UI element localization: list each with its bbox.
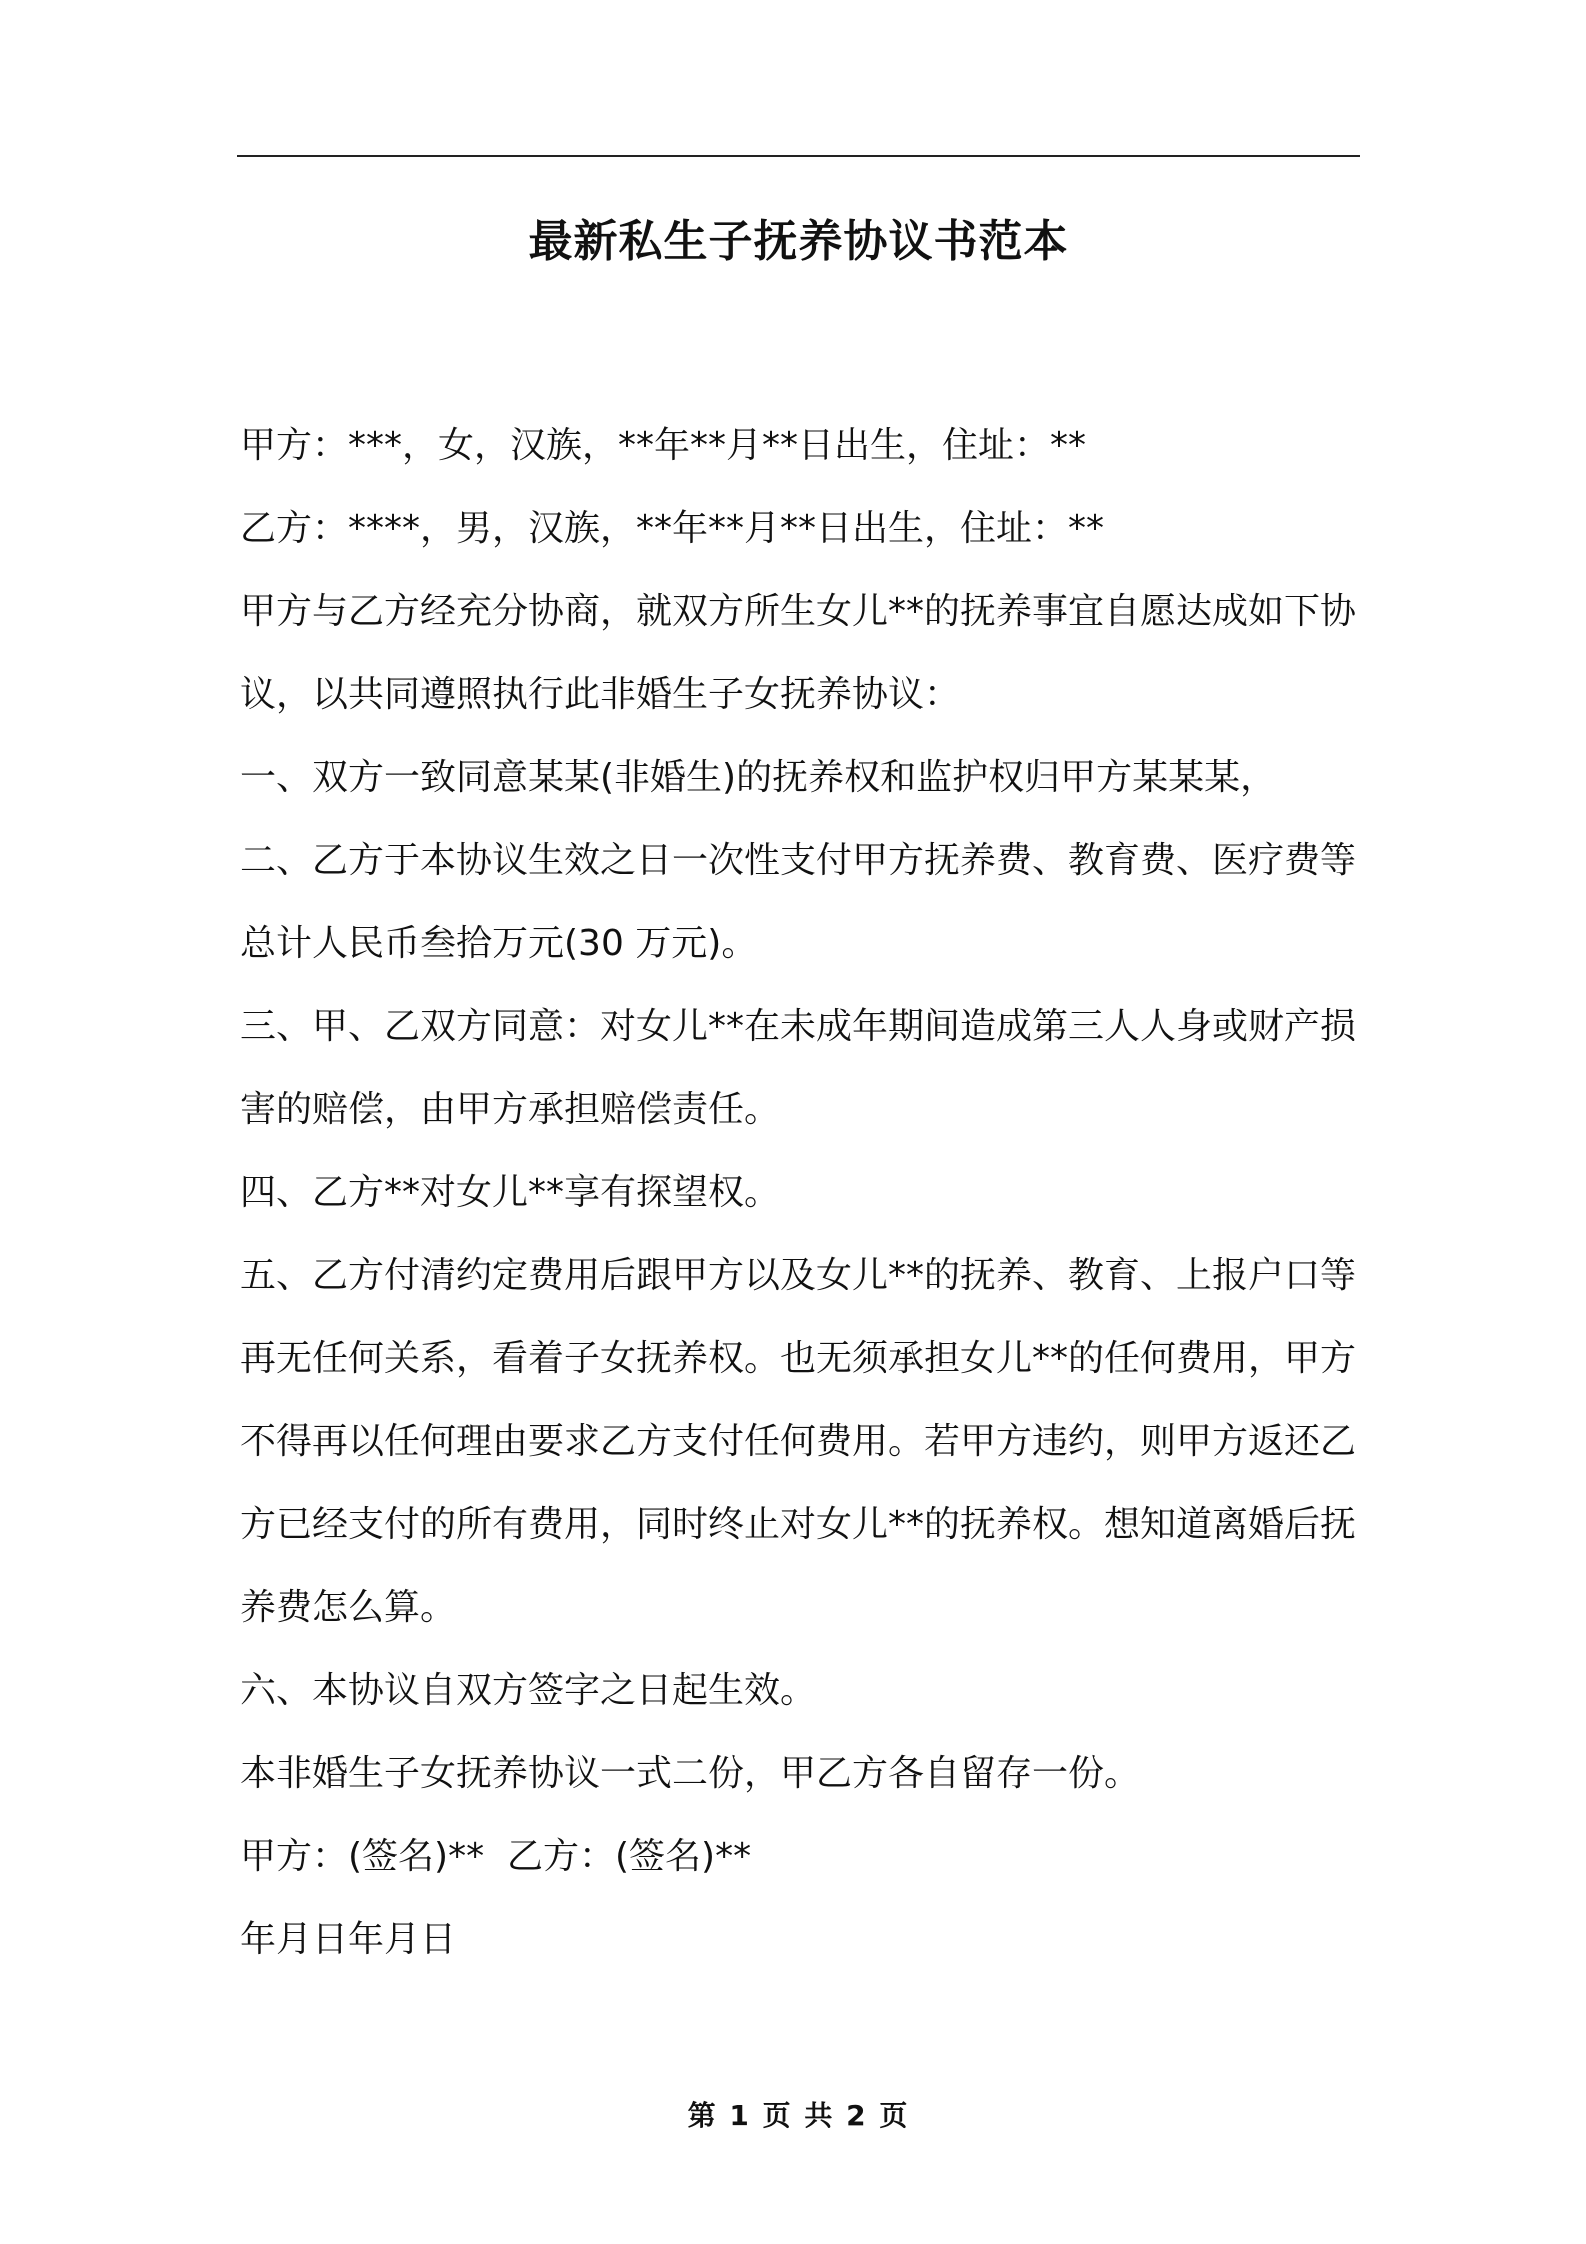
party-a-info: 甲方：***，女，汉族，**年**月**日出生，住址：** [240, 425, 1087, 466]
clause-5: 五、乙方付清约定费用后跟甲方以及女儿**的抚养、教育、上报户口等再无任何关系，看着子女抚养权。也无须承担女儿**的任何费用，甲方不得再以任何理由要求乙方支付任何费用。若甲方违约，则甲方返还乙方已经支付的所有费用，同时终止对女儿**的抚养权。想知道离婚后抚养费怎么算。 [240, 1255, 1357, 1628]
document-title: 最新私生子抚养协议书范本 [528, 216, 1069, 267]
header-rule [237, 155, 1360, 157]
agreement-preamble: 甲方与乙方经充分协商，就双方所生女儿**的抚养事宜自愿达成如下协议，以共同遵照执行此非婚生子女抚养协议： [240, 591, 1357, 715]
clause-4: 四、乙方**对女儿**享有探望权。 [240, 1172, 781, 1213]
clause-1: 一、双方一致同意某某(非婚生)的抚养权和监护权归甲方某某某， [240, 757, 1277, 798]
signature-line: 甲方：(签名)** 乙方：(签名)** [240, 1836, 752, 1877]
document-body [240, 404, 1362, 1981]
date-line: 年月日年月日 [240, 1919, 457, 1960]
clause-6: 六、本协议自双方签字之日起生效。 [240, 1670, 817, 1711]
page-number: 第 1 页 共 2 页 [687, 2099, 910, 2132]
clause-2: 二、乙方于本协议生效之日一次性支付甲方抚养费、教育费、医疗费等总计人民币叁拾万元(30 万元)。 [240, 840, 1357, 964]
copies-statement: 本非婚生子女抚养协议一式二份，甲乙方各自留存一份。 [240, 1753, 1141, 1794]
clause-3: 三、甲、乙双方同意：对女儿**在未成年期间造成第三人人身或财产损害的赔偿，由甲方承担赔偿责任。 [240, 1006, 1357, 1130]
party-b-info: 乙方：****，男，汉族，**年**月**日出生，住址：** [240, 508, 1105, 549]
